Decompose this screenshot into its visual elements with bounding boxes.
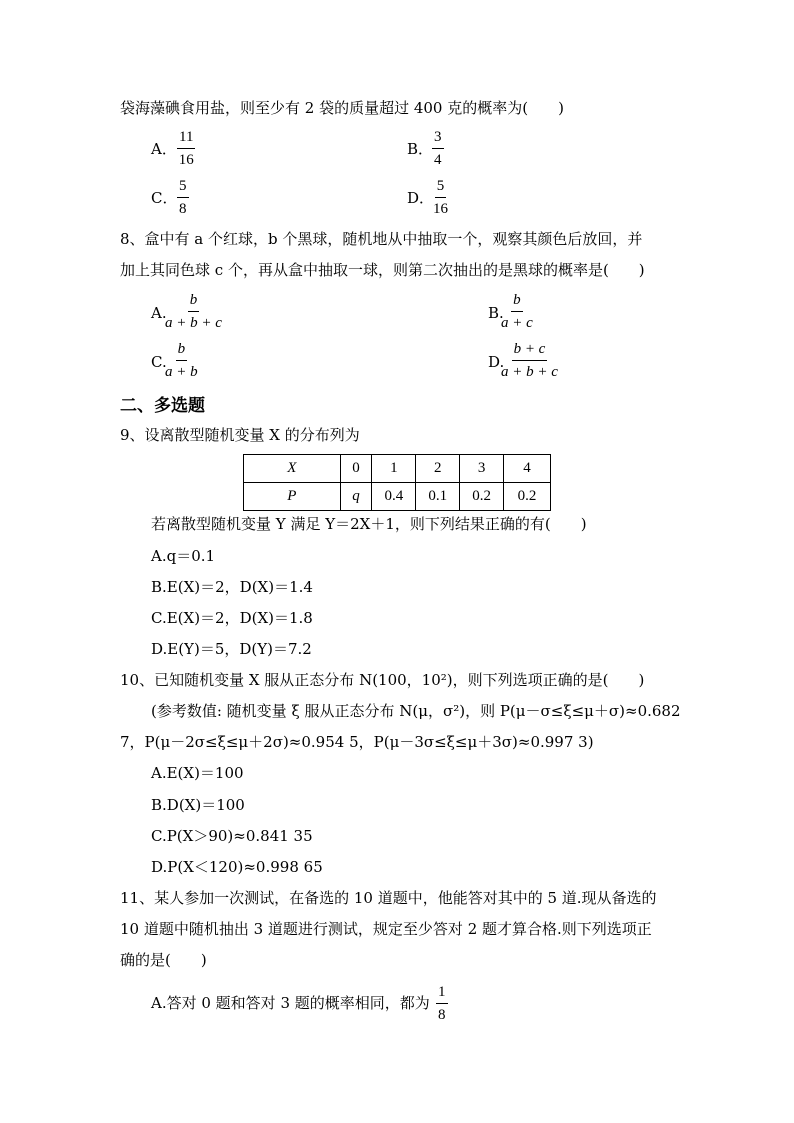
q8-option-b-fraction xyxy=(501,291,533,332)
q10-reference-line-1: (参考数值: 随机变量 ξ 服从正态分布 N(μ，σ²)，则 P(μ－σ≤ξ≤μ＋σ)≈0.682 xyxy=(151,702,681,720)
table-cell: 0.2 xyxy=(504,483,551,511)
q8-line-2: 加上其同色球 c 个，再从盒中抽取一球，则第二次抽出的是黑球的概率是( ) xyxy=(120,261,645,279)
q10-stem: 10、已知随机变量 X 服从正态分布 N(100，10²)，则下列选项正确的是( ) xyxy=(120,671,645,689)
table-cell: 4 xyxy=(504,455,551,483)
denominator: a + b xyxy=(165,364,198,380)
q9-option-d: D.E(Y)＝5，D(Y)＝7.2 xyxy=(151,640,312,658)
q7-option-b-fraction xyxy=(432,128,444,169)
q8-option-c-fraction xyxy=(165,340,198,381)
q7-option-b-label: B． xyxy=(407,140,434,158)
denominator: 4 xyxy=(434,152,442,168)
table-row xyxy=(244,455,551,483)
q9-option-a: A.q＝0.1 xyxy=(151,547,216,565)
q11-option-a: A.答对 0 题和答对 3 题的概率相同，都为 xyxy=(151,994,430,1012)
table-cell: 0.2 xyxy=(460,483,504,511)
denominator: a + b + c xyxy=(165,315,222,331)
table-cell: 0 xyxy=(340,455,372,483)
denominator: 16 xyxy=(178,152,194,168)
q11-line-1: 11、某人参加一次测试，在备选的 10 道题中，他能答对其中的 5 道.现从备选的 xyxy=(120,889,657,907)
q8-line-1: 8、盒中有 a 个红球，b 个黑球，随机地从中抽取一个，观察其颜色后放回，并 xyxy=(120,230,643,248)
numerator: b xyxy=(511,291,523,312)
q7-option-a-label: A． xyxy=(151,140,177,158)
q10-option-d: D.P(X＜120)≈0.998 65 xyxy=(151,858,323,876)
table-cell: X xyxy=(244,455,341,483)
q7-stem: 袋海藻碘食用盐，则至少有 2 袋的质量超过 400 克的概率为( ) xyxy=(120,99,564,117)
q9-option-b: B.E(X)＝2，D(X)＝1.4 xyxy=(151,578,313,596)
section-title: 二、多选题 xyxy=(120,396,205,416)
denominator: 16 xyxy=(433,201,448,217)
q7-option-a-fraction xyxy=(177,128,195,169)
q10-option-c: C.P(X＞90)≈0.841 35 xyxy=(151,827,313,845)
numerator: 3 xyxy=(432,128,444,149)
denominator: 8 xyxy=(179,201,187,217)
table-row xyxy=(244,483,551,511)
numerator: 5 xyxy=(177,177,189,198)
table-cell: q xyxy=(340,483,372,511)
q8-option-a-fraction xyxy=(165,291,222,332)
distribution-table xyxy=(243,454,551,511)
q10-reference-line-2: 7，P(μ－2σ≤ξ≤μ＋2σ)≈0.954 5，P(μ－3σ≤ξ≤μ＋3σ)≈0.997 3) xyxy=(120,733,594,751)
denominator: a + b + c xyxy=(501,364,558,380)
q7-option-c-label: C． xyxy=(151,189,178,207)
q9-condition: 若离散型随机变量 Y 满足 Y＝2X＋1，则下列结果正确的有( ) xyxy=(151,515,587,533)
numerator: b xyxy=(176,340,188,361)
q10-option-a: A.E(X)＝100 xyxy=(151,764,244,782)
q8-option-d-label: D. xyxy=(488,353,505,371)
numerator: 1 xyxy=(436,983,448,1004)
q10-option-b: B.D(X)＝100 xyxy=(151,796,245,814)
q11-line-2: 10 道题中随机抽出 3 道题进行测试，规定至少答对 2 题才算合格.则下列选项正 xyxy=(120,920,652,938)
numerator: 5 xyxy=(435,177,447,198)
numerator: b + c xyxy=(512,340,548,361)
q8-option-b-label: B. xyxy=(488,304,504,322)
q7-option-c-fraction xyxy=(177,177,189,218)
numerator: b xyxy=(188,291,200,312)
q9-option-c: C.E(X)＝2，D(X)＝1.8 xyxy=(151,609,313,627)
numerator: 11 xyxy=(177,128,195,149)
table-cell: 0.4 xyxy=(372,483,416,511)
denominator: a + c xyxy=(501,315,533,331)
table-cell: P xyxy=(244,483,341,511)
q8-option-d-fraction xyxy=(501,340,558,381)
q8-option-c-label: C. xyxy=(151,353,167,371)
table-cell: 0.1 xyxy=(416,483,460,511)
q8-option-a-label: A. xyxy=(151,304,167,322)
table-cell: 1 xyxy=(372,455,416,483)
q7-option-d-fraction xyxy=(433,177,448,218)
q7-option-d-label: D． xyxy=(407,189,435,207)
denominator: 8 xyxy=(438,1007,446,1023)
q11-option-a-fraction xyxy=(436,983,448,1024)
q11-line-3: 确的是( ) xyxy=(120,951,207,969)
table-cell: 2 xyxy=(416,455,460,483)
q9-stem: 9、设离散型随机变量 X 的分布列为 xyxy=(120,426,360,444)
table-cell: 3 xyxy=(460,455,504,483)
